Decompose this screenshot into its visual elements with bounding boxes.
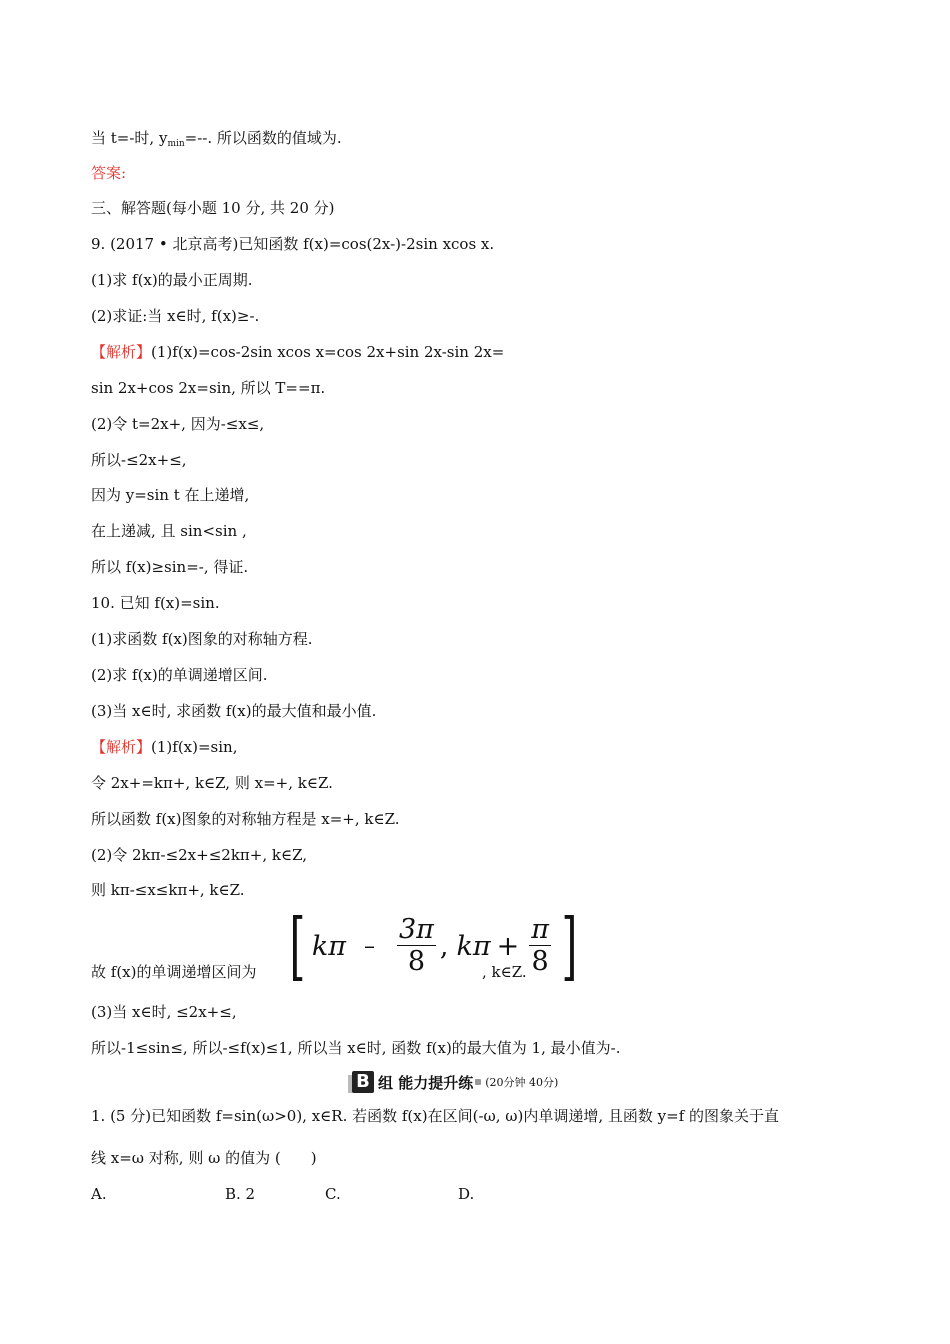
text-line: 当 t=-时, $y_{min}=--$. 所以函数的值域为. (91, 129, 342, 149)
fraction-numerator: 3π (398, 913, 434, 945)
analysis-10-line-2: 令 2x+=kπ+, k∈Z, 则 x=+, k∈Z. (91, 774, 333, 792)
group-b-title: 组 能力提升练 (378, 1073, 474, 1092)
group-b-badge: B (352, 1071, 374, 1093)
question-9: 9. (2017 • 北京高考)已知函数 f(x)=cos(2x-)-2sin xcos x. (91, 235, 495, 253)
analysis-9-line-3: (2)令 t=2x+, 因为-≤x≤, (91, 415, 265, 433)
analysis-10-line-1: 【解析】(1)f(x)=sin, (91, 738, 238, 756)
question-9-part-2: (2)求证:当 x∈时, f(x)≥-. (91, 307, 260, 325)
group-b-time: (20分钟 40分) (485, 1076, 559, 1089)
question-9-part-1: (1)求 f(x)的最小正周期. (91, 271, 253, 289)
formula-k-pi: kπ (311, 930, 346, 962)
fraction-pi-over-8 (529, 915, 551, 978)
analysis-10-line-6-prefix: 故 f(x)的单调递增区间为 (91, 963, 257, 981)
option-c: C. (325, 1185, 341, 1203)
left-bracket: [ (289, 903, 306, 989)
question-10-part-2: (2)求 f(x)的单调递增区间. (91, 666, 268, 684)
option-b: B. 2 (225, 1185, 256, 1203)
option-d: D. (458, 1185, 475, 1203)
right-bracket: ] (561, 903, 578, 989)
formula-comma: , (439, 930, 449, 962)
analysis-9-line-4: 所以-≤2x+≤, (91, 451, 187, 469)
question-b1-line-2: 线 x=ω 对称, 则 ω 的值为 ( ) (91, 1149, 317, 1167)
formula-plus: + (496, 930, 520, 962)
analysis-10-line-8: 所以-1≤sin≤, 所以-≤f(x)≤1, 所以当 x∈时, 函数 f(x)的最大值为 1, 最小值为-. (91, 1039, 621, 1057)
question-10: 10. 已知 f(x)=sin. (91, 594, 220, 612)
fraction-numerator: π (531, 913, 549, 945)
fraction-denominator: 8 (531, 945, 549, 977)
analysis-10-line-5: 则 kπ-≤x≤kπ+, k∈Z. (91, 881, 245, 899)
answer-label: 答案: (91, 164, 127, 182)
analysis-9-line-6: 在上递减, 且 sin<sin , (91, 522, 247, 540)
group-b-heading (352, 1070, 558, 1094)
section-heading: 三、解答题(每小题 10 分, 共 20 分) (91, 199, 335, 217)
analysis-9-line-5: 因为 y=sin t 在上递增, (91, 486, 250, 504)
analysis-label: 【解析】 (91, 738, 152, 756)
option-a: A. (91, 1185, 107, 1203)
fraction-denominator: 8 (407, 945, 426, 977)
analysis-10-line-7: (3)当 x∈时, ≤2x+≤, (91, 1003, 237, 1021)
analysis-9-line-1: 【解析】(1)f(x)=cos-2sin xcos x=cos 2x+sin 2x-sin 2x= (91, 343, 505, 361)
analysis-10-line-6-suffix: , k∈Z. (482, 963, 527, 981)
analysis-10-line-3: 所以函数 f(x)图象的对称轴方程是 x=+, k∈Z. (91, 810, 400, 828)
question-b1-line-1: 1. (5 分)已知函数 f=sin(ω>0), x∈R. 若函数 f(x)在区间(-ω, ω)内单调递增, 且函数 y=f 的图象关于直 (91, 1107, 780, 1125)
analysis-9-line-2: sin 2x+cos 2x=sin, 所以 T==π. (91, 379, 326, 397)
formula-minus: – (363, 933, 375, 959)
analysis-9-line-7: 所以 f(x)≥sin=-, 得证. (91, 558, 249, 576)
formula-k-pi: kπ (456, 930, 491, 962)
question-10-part-3: (3)当 x∈时, 求函数 f(x)的最大值和最小值. (91, 702, 377, 720)
analysis-label: 【解析】 (91, 343, 152, 361)
analysis-10-line-4: (2)令 2kπ-≤2x+≤2kπ+, k∈Z, (91, 846, 307, 864)
fraction-3pi-over-8 (397, 915, 436, 978)
decorative-dot-icon (475, 1079, 481, 1085)
interval-formula (283, 903, 584, 989)
question-10-part-1: (1)求函数 f(x)图象的对称轴方程. (91, 630, 313, 648)
